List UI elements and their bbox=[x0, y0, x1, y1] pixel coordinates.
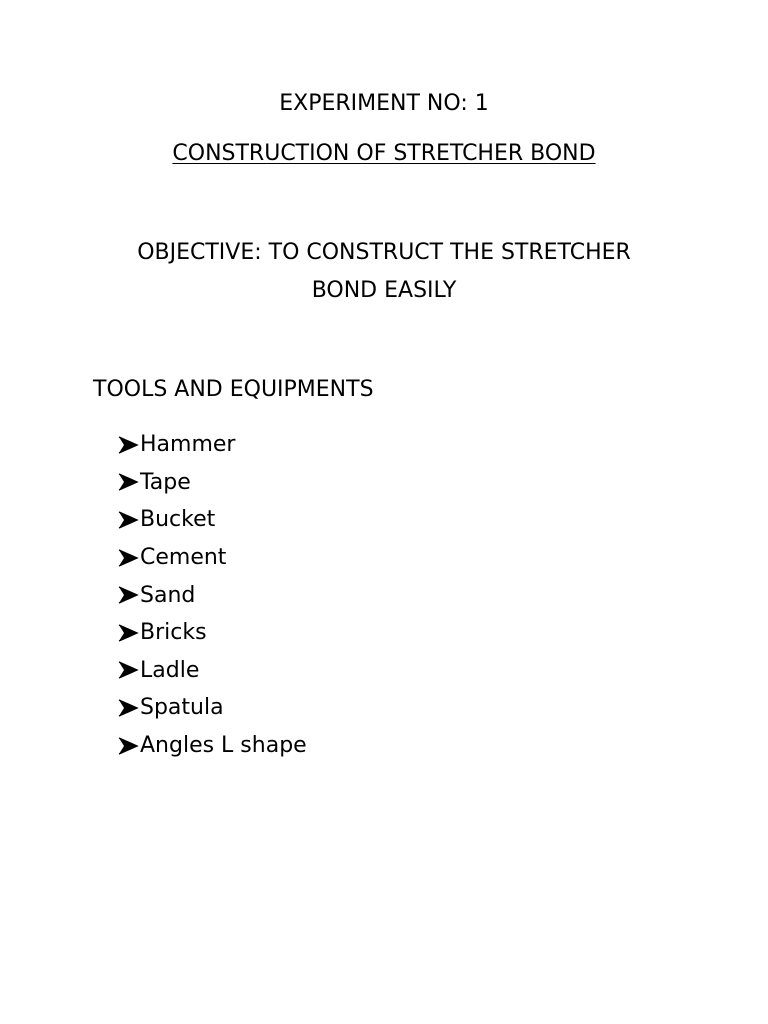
tool-name: Sand bbox=[140, 582, 196, 608]
tool-item bbox=[117, 652, 307, 690]
experiment-title-text: CONSTRUCTION OF STRETCHER BOND bbox=[172, 141, 596, 166]
tool-name: Tape bbox=[140, 469, 191, 495]
tool-item bbox=[117, 727, 307, 765]
objective-line-2: BOND EASILY bbox=[311, 278, 457, 303]
objective-line-1: OBJECTIVE: TO CONSTRUCT THE STRETCHER bbox=[137, 240, 631, 265]
arrow-bullet-icon bbox=[117, 509, 139, 531]
tool-name: Cement bbox=[140, 545, 227, 571]
tool-name: Angles L shape bbox=[140, 733, 307, 759]
tools-list bbox=[117, 426, 307, 764]
tool-name: Ladle bbox=[140, 657, 200, 683]
tool-name: Bricks bbox=[140, 620, 207, 646]
tool-item bbox=[117, 539, 307, 577]
experiment-title bbox=[0, 141, 768, 167]
arrow-bullet-icon bbox=[117, 697, 139, 719]
arrow-bullet-icon bbox=[117, 659, 139, 681]
tool-item bbox=[117, 426, 307, 464]
arrow-bullet-icon bbox=[117, 471, 139, 493]
arrow-bullet-icon bbox=[117, 584, 139, 606]
tool-item bbox=[117, 689, 307, 727]
tool-item bbox=[117, 576, 307, 614]
tool-item bbox=[117, 614, 307, 652]
experiment-number: EXPERIMENT NO: 1 bbox=[279, 91, 489, 116]
arrow-bullet-icon bbox=[117, 735, 139, 757]
tool-item bbox=[117, 501, 307, 539]
tool-item bbox=[117, 464, 307, 502]
tool-name: Bucket bbox=[140, 507, 216, 533]
tools-heading: TOOLS AND EQUIPMENTS bbox=[93, 377, 374, 402]
tool-name: Spatula bbox=[140, 695, 224, 721]
arrow-bullet-icon bbox=[117, 434, 139, 456]
tool-name: Hammer bbox=[140, 432, 236, 458]
arrow-bullet-icon bbox=[117, 547, 139, 569]
arrow-bullet-icon bbox=[117, 622, 139, 644]
